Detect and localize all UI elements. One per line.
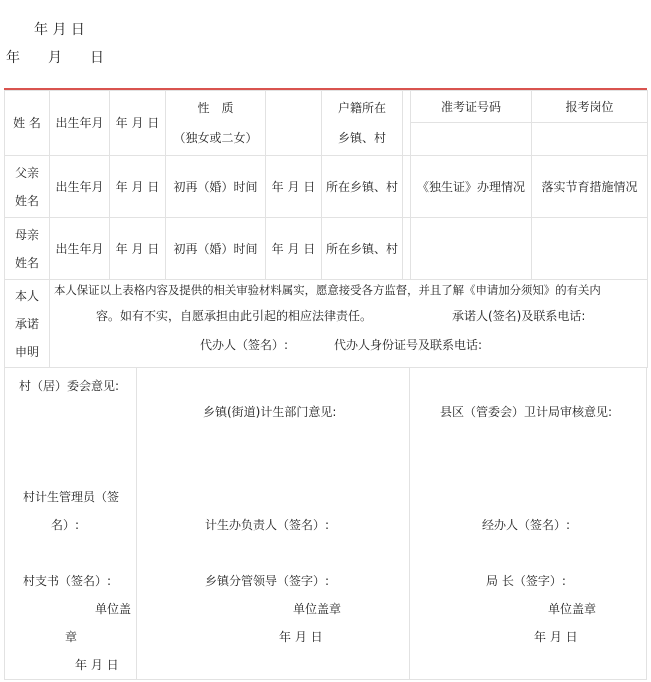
promiser-signature-label: 承诺人(签名)及联系电话: bbox=[452, 309, 586, 323]
measures-value[interactable] bbox=[532, 218, 648, 280]
father-birth-date: 年 月 日 bbox=[110, 156, 166, 218]
hukou-label-2: 乡镇、村 bbox=[337, 131, 386, 145]
nature-label-2: （独女或二女） bbox=[173, 131, 258, 145]
father-label-2: 姓名 bbox=[14, 193, 39, 208]
village-opinion-title: 村（居）委会意见: bbox=[19, 379, 120, 393]
table-row bbox=[5, 91, 648, 123]
declaration-label bbox=[5, 280, 50, 368]
county-opinion-box bbox=[409, 367, 647, 680]
nature-label-1: 性 质 bbox=[197, 101, 234, 115]
town-officer-label: 计生办负责人（签名）: bbox=[205, 518, 330, 532]
mother-birth-label: 出生年月 bbox=[50, 218, 110, 280]
village-seal-label-2: 章 bbox=[65, 630, 78, 644]
father-marriage-label: 初再（婚）时间 bbox=[166, 156, 266, 218]
position-label: 报考岗位 bbox=[532, 91, 648, 123]
declaration-text-1: 本人保证以上表格内容及提供的相关审验材料属实，愿意接受各方监督，并且了解《申请加分须知》的有关内 bbox=[54, 283, 601, 297]
village-seal-label-1: 单位盖 bbox=[95, 602, 132, 616]
mother-village-label: 所在乡镇、村 bbox=[322, 218, 403, 280]
exam-id-value[interactable] bbox=[411, 123, 532, 156]
declaration-label-2: 承诺 bbox=[14, 316, 39, 331]
header-month: 月 bbox=[48, 50, 62, 66]
mother-label bbox=[5, 218, 50, 280]
village-opinion-box bbox=[4, 367, 137, 680]
table-row bbox=[5, 156, 648, 218]
mother-label-2: 姓名 bbox=[14, 255, 39, 270]
nature-label bbox=[166, 91, 266, 156]
measures-label: 落实节育措施情况 bbox=[532, 156, 648, 218]
mother-label-1: 母亲 bbox=[14, 227, 39, 242]
hukou-value[interactable] bbox=[403, 91, 411, 156]
county-date: 年 月 日 bbox=[534, 630, 578, 644]
opinions-section bbox=[4, 367, 647, 680]
hukou-label bbox=[322, 91, 403, 156]
county-handler-label: 经办人（签名）: bbox=[482, 518, 571, 532]
mother-marriage-date: 年 月 日 bbox=[266, 218, 322, 280]
table-row bbox=[5, 280, 648, 368]
village-date: 年 月 日 bbox=[75, 658, 119, 672]
agent-id-label: 代办人身份证号及联系电话: bbox=[334, 338, 483, 352]
declaration-text-cell bbox=[50, 280, 648, 368]
father-birth-label: 出生年月 bbox=[50, 156, 110, 218]
agent-signature-label: 代办人（签名）: bbox=[200, 338, 289, 352]
father-village-value[interactable] bbox=[403, 156, 411, 218]
father-village-label: 所在乡镇、村 bbox=[322, 156, 403, 218]
father-marriage-date: 年 月 日 bbox=[266, 156, 322, 218]
village-manager-label-2: 名）: bbox=[51, 518, 80, 532]
father-label-1: 父亲 bbox=[14, 165, 39, 180]
declaration-text-2: 容。如有不实，自愿承担由此引起的相应法律责任。 bbox=[96, 309, 373, 323]
name-label: 姓 名 bbox=[5, 91, 50, 156]
birth-date: 年 月 日 bbox=[110, 91, 166, 156]
declaration-label-1: 本人 bbox=[14, 288, 39, 303]
hukou-label-1: 户籍所在 bbox=[337, 101, 386, 115]
nature-value[interactable] bbox=[266, 91, 322, 156]
village-manager-label-1: 村计生管理员（签 bbox=[23, 490, 120, 504]
table-row bbox=[5, 218, 648, 280]
application-form-table bbox=[4, 90, 648, 368]
cert-value[interactable] bbox=[411, 218, 532, 280]
header-year: 年 bbox=[6, 50, 20, 66]
town-date: 年 月 日 bbox=[279, 630, 323, 644]
county-opinion-title: 县区（管委会）卫计局审核意见: bbox=[440, 405, 613, 419]
position-value[interactable] bbox=[532, 123, 648, 156]
town-leader-label: 乡镇分管领导（签字）: bbox=[205, 574, 330, 588]
exam-id-label: 准考证号码 bbox=[411, 91, 532, 123]
town-seal-label: 单位盖章 bbox=[293, 602, 342, 616]
header-day: 日 bbox=[90, 50, 104, 66]
cert-label: 《独生证》办理情况 bbox=[411, 156, 532, 218]
village-secretary-label: 村支书（签名）: bbox=[23, 574, 112, 588]
mother-birth-date: 年 月 日 bbox=[110, 218, 166, 280]
father-label bbox=[5, 156, 50, 218]
mother-village-value[interactable] bbox=[403, 218, 411, 280]
declaration-label-3: 申明 bbox=[14, 344, 39, 359]
county-seal-label: 单位盖章 bbox=[548, 602, 597, 616]
birth-label: 出生年月 bbox=[50, 91, 110, 156]
county-director-label: 局 长（签字）: bbox=[486, 574, 566, 588]
town-opinion-title: 乡镇(街道)计生部门意见: bbox=[203, 405, 337, 419]
header-date-line-1: 年 月 日 bbox=[34, 22, 85, 38]
mother-marriage-label: 初再（婚）时间 bbox=[166, 218, 266, 280]
town-opinion-box bbox=[136, 367, 410, 680]
